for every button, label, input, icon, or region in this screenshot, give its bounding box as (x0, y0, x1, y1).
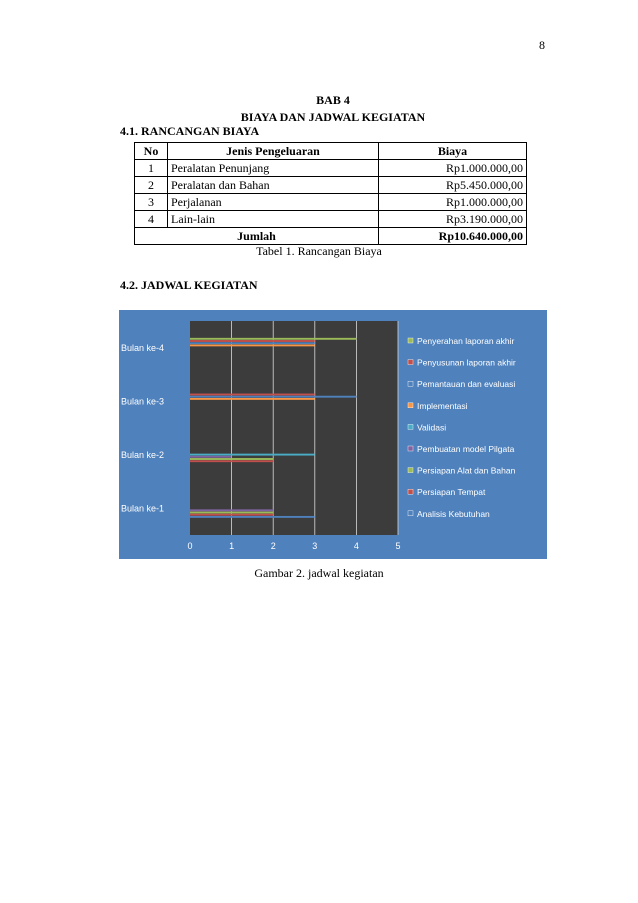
bar (190, 516, 315, 518)
bar (190, 454, 315, 456)
y-tick-label: Bulan ke-2 (121, 449, 165, 460)
bar (190, 340, 315, 342)
legend-label: Pemantauan dan evaluasi (417, 379, 516, 390)
bar (190, 338, 356, 340)
bar (190, 512, 273, 514)
x-tick-label: 1 (229, 541, 235, 551)
table-header-row (135, 143, 527, 160)
legend-swatch (408, 381, 413, 386)
chapter-title: BIAYA DAN JADWAL KEGIATAN (240, 110, 426, 124)
legend-swatch (408, 403, 413, 408)
cell-no: 4 (135, 211, 168, 228)
cell-cost: Rp5.450.000,00 (379, 177, 527, 194)
cell-cost: Rp1.000.000,00 (379, 160, 527, 177)
total-value: Rp10.640.000,00 (379, 228, 527, 245)
table-row (135, 160, 527, 177)
cell-item: Lain-lain (168, 211, 379, 228)
legend-swatch (408, 511, 413, 516)
legend-label: Persiapan Alat dan Bahan (417, 465, 516, 476)
cell-cost: Rp1.000.000,00 (379, 194, 527, 211)
y-tick-label: Bulan ke-4 (121, 342, 165, 353)
chapter-number: BAB 4 (316, 93, 350, 107)
legend-label: Implementasi (417, 400, 468, 411)
table-row (135, 194, 527, 211)
cell-item: Perjalanan (168, 194, 379, 211)
cell-cost: Rp3.190.000,00 (379, 211, 527, 228)
cell-item: Peralatan Penunjang (168, 160, 379, 177)
table-total-row (135, 228, 527, 245)
legend-swatch (408, 489, 413, 494)
cell-no: 1 (135, 160, 168, 177)
y-tick-label: Bulan ke-3 (121, 396, 165, 407)
x-tick-label: 3 (312, 541, 318, 551)
bar (190, 458, 273, 460)
legend-swatch (408, 468, 413, 473)
table-row (135, 177, 527, 194)
y-tick-label: Bulan ke-1 (121, 503, 165, 514)
bar (190, 342, 315, 344)
table-caption: Tabel 1. Rancangan Biaya (256, 244, 382, 258)
chapter-heading (0, 92, 638, 126)
header-cost: Biaya (379, 143, 527, 160)
x-tick-label: 4 (353, 541, 359, 551)
page-number: 8 (539, 38, 545, 52)
bar (190, 344, 315, 346)
bar (190, 394, 315, 396)
budget-table (134, 142, 527, 245)
legend-label: Persiapan Tempat (417, 487, 486, 498)
x-tick-label: 5 (395, 541, 401, 551)
legend-label: Analisis Kebutuhan (417, 508, 490, 519)
x-tick-label: 2 (270, 541, 276, 551)
bar (190, 460, 273, 462)
header-no: No (135, 143, 168, 160)
legend-swatch (408, 424, 413, 429)
chart-canvas (119, 310, 547, 559)
legend-label: Penyusunan laporan akhir (417, 357, 516, 368)
legend-label: Penyerahan laporan akhir (417, 336, 515, 346)
bar (190, 396, 356, 398)
total-label: Jumlah (135, 228, 379, 245)
legend-swatch (408, 446, 413, 451)
bar (190, 456, 232, 458)
legend-label: Validasi (417, 422, 447, 433)
header-item: Jenis Pengeluaran (168, 143, 379, 160)
figure-caption: Gambar 2. jadwal kegiatan (254, 566, 384, 580)
schedule-chart (119, 310, 547, 559)
table-row (135, 211, 527, 228)
bar (190, 509, 273, 511)
cell-no: 3 (135, 194, 168, 211)
bar (190, 398, 315, 400)
legend-label: Pembuatan model Pilgata (417, 444, 515, 454)
legend-swatch (408, 360, 413, 365)
bar (190, 514, 273, 516)
cell-item: Peralatan dan Bahan (168, 177, 379, 194)
x-tick-label: 0 (187, 541, 193, 551)
section-title-schedule: 4.2. JADWAL KEGIATAN (120, 278, 258, 292)
section-title-budget: 4.1. RANCANGAN BIAYA (120, 124, 260, 138)
legend-swatch (408, 338, 413, 343)
plot-area (190, 321, 398, 535)
cell-no: 2 (135, 177, 168, 194)
